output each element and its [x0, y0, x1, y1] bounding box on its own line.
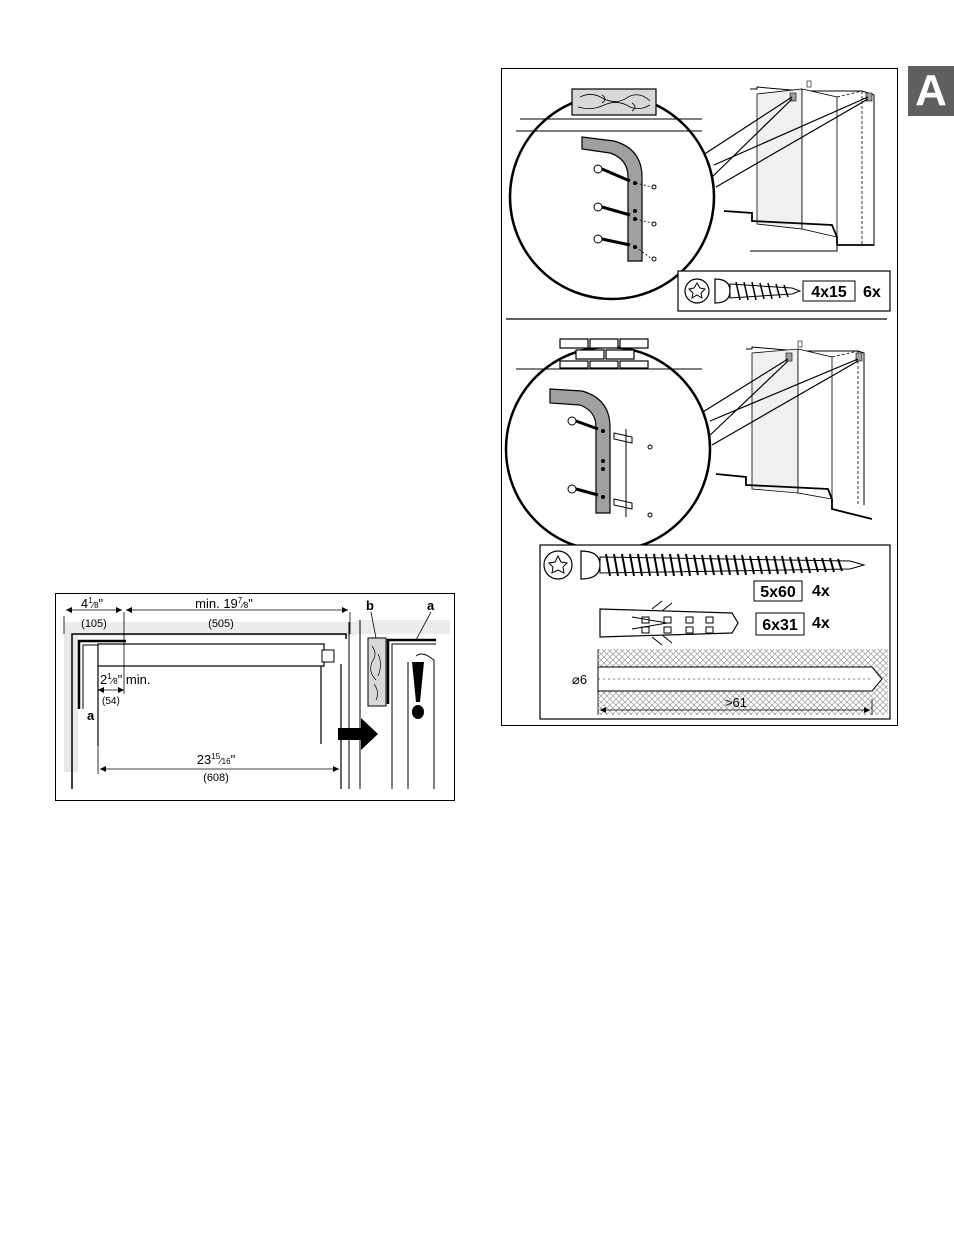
drill-depth: >61	[724, 695, 748, 710]
dimensions-drawing	[56, 594, 454, 800]
mounting-drawing	[502, 69, 897, 725]
wood-screw-qty: 6x	[863, 284, 881, 301]
masonry-screw-size: 5x60	[760, 584, 796, 601]
anchor-size: 6x31	[762, 617, 798, 634]
dim-bottom-mm: (608)	[203, 772, 229, 784]
language-tab-letter: A	[915, 66, 947, 115]
detail-circle-wood	[510, 95, 714, 299]
dim-top-left-value: $4^1_⁄8$"	[80, 596, 104, 611]
cabinet-panel-2	[752, 349, 798, 493]
label-a-right: a	[427, 598, 435, 613]
language-tab	[908, 66, 954, 116]
wood-screw-size: 4x15	[811, 284, 847, 301]
side-wall	[64, 622, 78, 772]
label-a-left: a	[87, 708, 95, 723]
appliance-hinge	[322, 650, 334, 662]
dim-gap-value: $2^1_⁄8$" min.	[100, 672, 151, 687]
bracket-a-right	[388, 640, 436, 704]
wood-block-b	[368, 638, 386, 706]
appliance-top	[98, 644, 324, 666]
dim-top-left-mm: (105)	[81, 618, 107, 630]
dim-top-mid-mm: (505)	[208, 618, 234, 630]
masonry-screw-qty: 4x	[812, 583, 830, 600]
dim-bottom-value: $23^{15}_⁄16$"	[196, 752, 236, 767]
drill-diameter: ⌀6	[572, 672, 588, 687]
mounting-figure	[501, 68, 898, 726]
dim-gap-mm: (54)	[102, 696, 120, 707]
warning-icon	[412, 662, 424, 702]
wood-icon	[572, 89, 656, 115]
dimensions-figure	[55, 593, 455, 801]
dim-top-mid-value: min. $19^7_⁄8$"	[195, 596, 253, 611]
arrow-icon	[338, 718, 378, 750]
anchor-qty: 4x	[812, 615, 830, 632]
label-b: b	[366, 598, 374, 613]
